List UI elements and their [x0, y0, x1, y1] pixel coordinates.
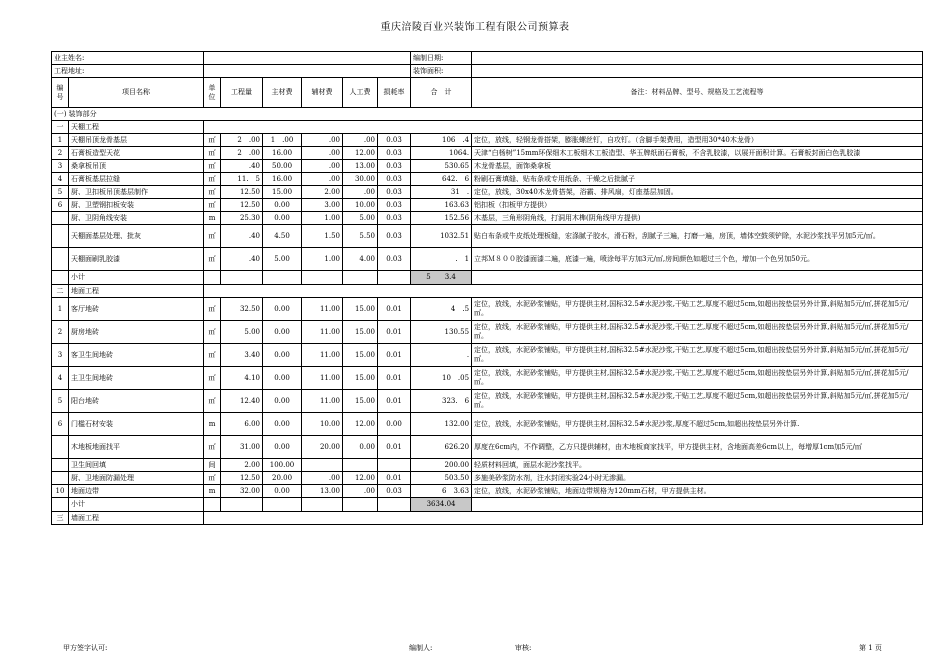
row-quantity: 2.00	[221, 459, 263, 472]
row-main-cost: 20.00	[263, 472, 302, 485]
table-row	[52, 344, 923, 367]
row-unit: m	[204, 212, 221, 225]
group-title: 天棚工程	[69, 121, 204, 134]
row-quantity: 12.50	[221, 472, 263, 485]
row-loss-rate: 0.03	[378, 186, 411, 199]
row-aux-cost: .00	[302, 472, 343, 485]
row-quantity: 12.50	[221, 186, 263, 199]
header-main: 主材费	[263, 78, 302, 108]
row-item-name: 阳台地砖	[69, 390, 204, 413]
row-total: 4 .5	[411, 298, 472, 321]
row-number	[52, 248, 69, 271]
group-header-row	[52, 285, 923, 298]
section-row	[52, 108, 923, 121]
row-aux-cost: 11.00	[302, 390, 343, 413]
row-labor-cost: 4.00	[343, 248, 378, 271]
reviewer-label: 审核:	[515, 644, 532, 652]
row-total: 503.50	[411, 472, 472, 485]
row-aux-cost: 11.00	[302, 298, 343, 321]
row-total: 1032.51	[411, 225, 472, 248]
row-labor-cost: 15.00	[343, 390, 378, 413]
row-aux-cost: 11.00	[302, 321, 343, 344]
row-quantity: 12.40	[221, 390, 263, 413]
row-remark: 定位，放线，水泥砂浆铺贴，甲方提供主材,国标32.5#水泥沙浆,干贴工艺,厚度不超过5cm,如超出按垫层另外计算,斜贴加5元/㎡,拼花加5元/㎡。	[472, 367, 923, 390]
date-label: 编制日期:	[411, 52, 472, 65]
row-labor-cost: 15.00	[343, 321, 378, 344]
row-quantity: 25.30	[221, 212, 263, 225]
row-item-name: 厨、卫地面防漏处理	[69, 472, 204, 485]
row-unit: ㎡	[204, 390, 221, 413]
row-aux-cost: 1.00	[302, 248, 343, 271]
row-loss-rate: 0.01	[378, 472, 411, 485]
table-row	[52, 186, 923, 199]
subtotal-blank	[52, 498, 69, 512]
row-item-name: 客厅地砖	[69, 298, 204, 321]
budget-sheet	[51, 51, 922, 525]
row-total: 642. 6	[411, 173, 472, 186]
row-aux-cost: .00	[302, 160, 343, 173]
table-row	[52, 472, 923, 485]
row-unit: ㎡	[204, 436, 221, 459]
row-unit: m	[204, 485, 221, 498]
table-row	[52, 134, 923, 147]
row-labor-cost: 5.00	[343, 212, 378, 225]
row-main-cost: 0.00	[263, 344, 302, 367]
row-remark: 定位，放线，水泥砂浆铺贴，甲方提供主材,国标32.5#水泥沙浆,干贴工艺,厚度不超过5cm,如超出按垫层另外计算,斜贴加5元/㎡,拼花加5元/㎡。	[472, 344, 923, 367]
row-unit: ㎡	[204, 186, 221, 199]
row-number: 10	[52, 485, 69, 498]
row-loss-rate: 0.03	[378, 485, 411, 498]
row-item-name: 厨房地砖	[69, 321, 204, 344]
row-item-name: 门槛石材安装	[69, 413, 204, 436]
row-number: 3	[52, 160, 69, 173]
row-quantity: 32.00	[221, 485, 263, 498]
row-quantity: .40	[221, 160, 263, 173]
row-quantity: 6.00	[221, 413, 263, 436]
row-quantity: 31.00	[221, 436, 263, 459]
group-number: 二	[52, 285, 69, 298]
header-no: 编号	[52, 78, 69, 108]
subtotal-remark	[472, 271, 923, 285]
row-item-name: 厨、卫塑钢扣板安装	[69, 199, 204, 212]
row-main-cost: 0.00	[263, 485, 302, 498]
row-remark: 天津“白杨树”15mm环保细木工板细木工板造型、华玉牌纸面石膏板，不含乳胶漆，以展开面积计算。石膏板封面白色乳胶漆	[472, 147, 923, 160]
row-main-cost: 0.00	[263, 390, 302, 413]
row-aux-cost: 11.00	[302, 344, 343, 367]
row-item-name: 木地板地面找平	[69, 436, 204, 459]
row-aux-cost: 2.00	[302, 186, 343, 199]
row-unit: ㎡	[204, 248, 221, 271]
row-main-cost: 1 .00	[263, 134, 302, 147]
row-remark: 粉刷石膏填缝、贴布条或专用纸条、干燥之后批腻子	[472, 173, 923, 186]
row-main-cost: 0.00	[263, 212, 302, 225]
row-aux-cost	[302, 459, 343, 472]
section-label: (一) 装饰部分	[52, 108, 923, 121]
owner-name-value[interactable]	[204, 52, 411, 65]
row-unit: ㎡	[204, 321, 221, 344]
group-number: 一	[52, 121, 69, 134]
row-aux-cost: 1.50	[302, 225, 343, 248]
header-total: 合 计	[411, 78, 472, 108]
row-total: 106 .4	[411, 134, 472, 147]
row-unit: ㎡	[204, 367, 221, 390]
row-total: 6 3.63	[411, 485, 472, 498]
row-number	[52, 459, 69, 472]
row-loss-rate: 0.01	[378, 298, 411, 321]
row-unit: ㎡	[204, 225, 221, 248]
subtotal-row	[52, 498, 923, 512]
address-row	[52, 65, 923, 78]
row-quantity: 12.50	[221, 199, 263, 212]
table-row	[52, 160, 923, 173]
row-remark: 木龙骨基层，面饰桑拿板	[472, 160, 923, 173]
row-loss-rate: 0.03	[378, 134, 411, 147]
row-number	[52, 212, 69, 225]
table-row	[52, 485, 923, 498]
row-quantity: 2 .00	[221, 134, 263, 147]
row-item-name: 天棚面基层处理、批灰	[69, 225, 204, 248]
table-row	[52, 459, 923, 472]
row-remark: 多施美砂浆防水剂，注水封闭实验24小时无渗漏。	[472, 472, 923, 485]
subtotal-empty	[263, 271, 302, 285]
row-number	[52, 436, 69, 459]
group-header-row	[52, 121, 923, 134]
row-remark: 定位，放线，30x40木龙骨搭架，浴霸、排风扇，灯座基层加固。	[472, 186, 923, 199]
subtotal-empty	[263, 498, 302, 512]
row-total: 323. 6	[411, 390, 472, 413]
row-total: 163.63	[411, 199, 472, 212]
group-blank	[204, 285, 923, 298]
row-item-name: 石膏板造型天花	[69, 147, 204, 160]
row-total: 132.00	[411, 413, 472, 436]
row-loss-rate: 0.03	[378, 160, 411, 173]
row-number: 4	[52, 367, 69, 390]
row-labor-cost: 5.50	[343, 225, 378, 248]
row-labor-cost: 12.00	[343, 413, 378, 436]
row-quantity: 2 .00	[221, 147, 263, 160]
row-remark: 铝扣板（扣板甲方提供）	[472, 199, 923, 212]
row-labor-cost: 15.00	[343, 367, 378, 390]
row-number: 1	[52, 298, 69, 321]
row-number: 3	[52, 344, 69, 367]
row-loss-rate	[378, 459, 411, 472]
row-unit: ㎡	[204, 199, 221, 212]
subtotal-empty	[302, 271, 343, 285]
row-remark: 贴白布条或牛皮纸处理板缝，宏涤腻子胶水，滑石粉，刮腻子三遍，打磨一遍，房顶，墙体空鼓须铲除，水泥沙浆找平另加5元/㎡。	[472, 225, 923, 248]
row-item-name: 天棚吊顶龙骨基层	[69, 134, 204, 147]
row-main-cost: 50.00	[263, 160, 302, 173]
header-row	[52, 78, 923, 108]
table-row	[52, 321, 923, 344]
row-item-name: 石膏板基层拉缝	[69, 173, 204, 186]
row-aux-cost: 3.00	[302, 199, 343, 212]
header-labor: 人工费	[343, 78, 378, 108]
table-row	[52, 212, 923, 225]
subtotal-value: 5 3.4	[411, 271, 472, 285]
row-labor-cost: 15.00	[343, 298, 378, 321]
row-remark: 定位，放线，水泥砂浆铺贴，甲方提供主材,国标32.5#水泥沙浆,厚度不超过5cm,如超出按垫层另外计算.	[472, 413, 923, 436]
subtotal-empty	[343, 271, 378, 285]
row-quantity: 4.10	[221, 367, 263, 390]
row-total: 1064.	[411, 147, 472, 160]
group-title: 墙面工程	[69, 512, 204, 525]
address-label: 工程地址:	[52, 65, 204, 78]
address-value[interactable]	[204, 65, 411, 78]
row-aux-cost: 13.00	[302, 485, 343, 498]
subtotal-blank	[52, 271, 69, 285]
row-main-cost: 0.00	[263, 413, 302, 436]
subtotal-label: 小计	[69, 271, 204, 285]
table-row	[52, 199, 923, 212]
prepared-by-label: 编制人:	[409, 644, 433, 652]
row-item-name: 桑拿板吊顶	[69, 160, 204, 173]
header-loss: 损耗率	[378, 78, 411, 108]
row-remark: 定位，放线，水泥砂浆铺贴，地面边带规格为120mm石材，甲方提供主材。	[472, 485, 923, 498]
row-loss-rate: 0.00	[378, 413, 411, 436]
table-row	[52, 413, 923, 436]
row-total: 530.65	[411, 160, 472, 173]
group-header-row	[52, 512, 923, 525]
header-unit: 单位	[204, 78, 221, 108]
row-main-cost: 0.00	[263, 199, 302, 212]
subtotal-value: 3634.04	[411, 498, 472, 512]
row-aux-cost: 20.00	[302, 436, 343, 459]
row-item-name: 客卫生间地砖	[69, 344, 204, 367]
row-loss-rate: 0.01	[378, 321, 411, 344]
row-main-cost: 4.50	[263, 225, 302, 248]
table-row	[52, 390, 923, 413]
table-row	[52, 248, 923, 271]
row-number: 1	[52, 134, 69, 147]
subtotal-empty	[343, 498, 378, 512]
row-main-cost: 0.00	[263, 367, 302, 390]
row-main-cost: 16.00	[263, 173, 302, 186]
row-main-cost: 0.00	[263, 321, 302, 344]
row-remark: 定位，放线，水泥砂浆铺贴，甲方提供主材,国标32.5#水泥沙浆,干贴工艺,厚度不超过5cm,如超出按垫层另外计算,斜贴加5元/㎡,拼花加5元/㎡。	[472, 390, 923, 413]
row-unit: m	[204, 413, 221, 436]
subtotal-empty	[221, 271, 263, 285]
row-labor-cost: 15.00	[343, 344, 378, 367]
date-value[interactable]	[472, 52, 923, 65]
row-loss-rate: 0.03	[378, 212, 411, 225]
row-total: 626.20	[411, 436, 472, 459]
row-loss-rate: 0.01	[378, 390, 411, 413]
group-number: 三	[52, 512, 69, 525]
row-quantity: 11. 5	[221, 173, 263, 186]
header-name: 项目名称	[69, 78, 204, 108]
table-body	[52, 52, 923, 525]
row-number: 2	[52, 147, 69, 160]
row-quantity: .40	[221, 225, 263, 248]
row-labor-cost: .00	[343, 485, 378, 498]
owner-name-label: 业主姓名:	[52, 52, 204, 65]
table-row	[52, 436, 923, 459]
subtotal-empty	[221, 498, 263, 512]
row-labor-cost: 13.00	[343, 160, 378, 173]
subtotal-empty	[204, 271, 221, 285]
row-aux-cost: 11.00	[302, 367, 343, 390]
row-aux-cost: .00	[302, 147, 343, 160]
row-number: 4	[52, 173, 69, 186]
subtotal-empty	[204, 498, 221, 512]
table-row	[52, 173, 923, 186]
row-item-name: 地面边带	[69, 485, 204, 498]
header-remark: 备注：材料品牌、型号、规格及工艺流程等	[472, 78, 923, 108]
row-unit: ㎡	[204, 344, 221, 367]
row-total: 10 .05	[411, 367, 472, 390]
row-quantity: 5.00	[221, 321, 263, 344]
row-number: 6	[52, 413, 69, 436]
area-label: 装饰面积:	[411, 65, 472, 78]
row-remark: 立邦Ｍ８００胶漆面漆二遍，底漆一遍，喷涂每平方加3元/㎡,房间颜色如超过三个色，增加一个色另加50元。	[472, 248, 923, 271]
row-number: 5	[52, 186, 69, 199]
budget-table	[51, 51, 923, 525]
row-labor-cost: .00	[343, 134, 378, 147]
row-loss-rate: 0.03	[378, 173, 411, 186]
area-value[interactable]	[472, 65, 923, 78]
subtotal-empty	[302, 498, 343, 512]
row-main-cost: 0.00	[263, 298, 302, 321]
row-main-cost: 0.00	[263, 436, 302, 459]
row-total: 152.56	[411, 212, 472, 225]
row-number: 2	[52, 321, 69, 344]
row-quantity: .40	[221, 248, 263, 271]
subtotal-row	[52, 271, 923, 285]
row-aux-cost: .00	[302, 134, 343, 147]
row-remark: 木基层，三角形阴角线，打洞用木榫(阴角线甲方提供)	[472, 212, 923, 225]
page-number: 第 1 页	[859, 644, 882, 652]
row-item-name: 卫生间回填	[69, 459, 204, 472]
row-number: 5	[52, 390, 69, 413]
row-aux-cost: 1.00	[302, 212, 343, 225]
row-number	[52, 225, 69, 248]
group-title: 地面工程	[69, 285, 204, 298]
client-sign-label: 甲方签字认可:	[63, 644, 108, 652]
row-labor-cost: 30.00	[343, 173, 378, 186]
group-blank	[204, 121, 923, 134]
table-row	[52, 147, 923, 160]
row-unit: ㎡	[204, 173, 221, 186]
header-qty: 工程量	[221, 78, 263, 108]
subtotal-label: 小计	[69, 498, 204, 512]
row-remark: 定位，放线，轻钢龙骨搭架，膨胀螺丝钉，自攻钉。（含脚手架费用，造型用30*40木龙骨）	[472, 134, 923, 147]
row-loss-rate: 0.03	[378, 199, 411, 212]
row-loss-rate: 0.03	[378, 248, 411, 271]
page-title: 重庆涪陵百业兴装饰工程有限公司预算表	[380, 22, 570, 33]
subtotal-empty	[378, 498, 411, 512]
row-labor-cost: 10.00	[343, 199, 378, 212]
row-remark: 定位，放线，水泥砂浆铺贴，甲方提供主材,国标32.5#水泥沙浆,干贴工艺,厚度不超过5cm,如超出按垫层另外计算,斜贴加5元/㎡,拼花加5元/㎡。	[472, 298, 923, 321]
table-row	[52, 367, 923, 390]
table-row	[52, 225, 923, 248]
row-aux-cost: 10.00	[302, 413, 343, 436]
row-loss-rate: 0.01	[378, 344, 411, 367]
row-labor-cost: 12.00	[343, 147, 378, 160]
row-quantity: 3.40	[221, 344, 263, 367]
subtotal-remark	[472, 498, 923, 512]
row-total: 31 .	[411, 186, 472, 199]
header-aux: 辅材费	[302, 78, 343, 108]
row-number	[52, 472, 69, 485]
row-item-name: 厨、卫阴角线安装	[69, 212, 204, 225]
row-main-cost: 5.00	[263, 248, 302, 271]
row-labor-cost: 0.00	[343, 436, 378, 459]
subtotal-empty	[378, 271, 411, 285]
row-loss-rate: 0.03	[378, 225, 411, 248]
row-total: . 1	[411, 248, 472, 271]
row-main-cost: 15.00	[263, 186, 302, 199]
row-remark: 厚度在6cm内，不作调整，乙方只提供辅材，由木地板商家找平，甲方提供主材，含地面高差6cm以上，每增厚1cm加5元/㎡	[472, 436, 923, 459]
row-item-name: 主卫生间地砖	[69, 367, 204, 390]
row-item-name: 天棚面刷乳胶漆	[69, 248, 204, 271]
row-unit: ㎡	[204, 160, 221, 173]
row-main-cost: 16.00	[263, 147, 302, 160]
group-blank	[204, 512, 923, 525]
row-aux-cost: .00	[302, 173, 343, 186]
row-unit: 间	[204, 459, 221, 472]
row-main-cost: 100.00	[263, 459, 302, 472]
row-quantity: 32.50	[221, 298, 263, 321]
row-unit: ㎡	[204, 298, 221, 321]
row-labor-cost	[343, 459, 378, 472]
row-number: 6	[52, 199, 69, 212]
row-unit: ㎡	[204, 147, 221, 160]
row-loss-rate: 0.01	[378, 436, 411, 459]
row-item-name: 厨、卫扣板吊顶基层制作	[69, 186, 204, 199]
row-remark: 定位，放线，水泥砂浆铺贴，甲方提供主材,国标32.5#水泥沙浆,干贴工艺,厚度不超过5cm,如超出按垫层另外计算,斜贴加5元/㎡,拼花加5元/㎡。	[472, 321, 923, 344]
row-unit: ㎡	[204, 134, 221, 147]
row-total: .	[411, 344, 472, 367]
owner-row	[52, 52, 923, 65]
row-total: 130.55	[411, 321, 472, 344]
row-unit: ㎡	[204, 472, 221, 485]
row-loss-rate: 0.03	[378, 147, 411, 160]
row-loss-rate: 0.01	[378, 367, 411, 390]
table-row	[52, 298, 923, 321]
row-labor-cost: 12.00	[343, 472, 378, 485]
row-labor-cost: .00	[343, 186, 378, 199]
row-total: 200.00	[411, 459, 472, 472]
row-remark: 轻质材料回填，面层水泥沙浆找平。	[472, 459, 923, 472]
